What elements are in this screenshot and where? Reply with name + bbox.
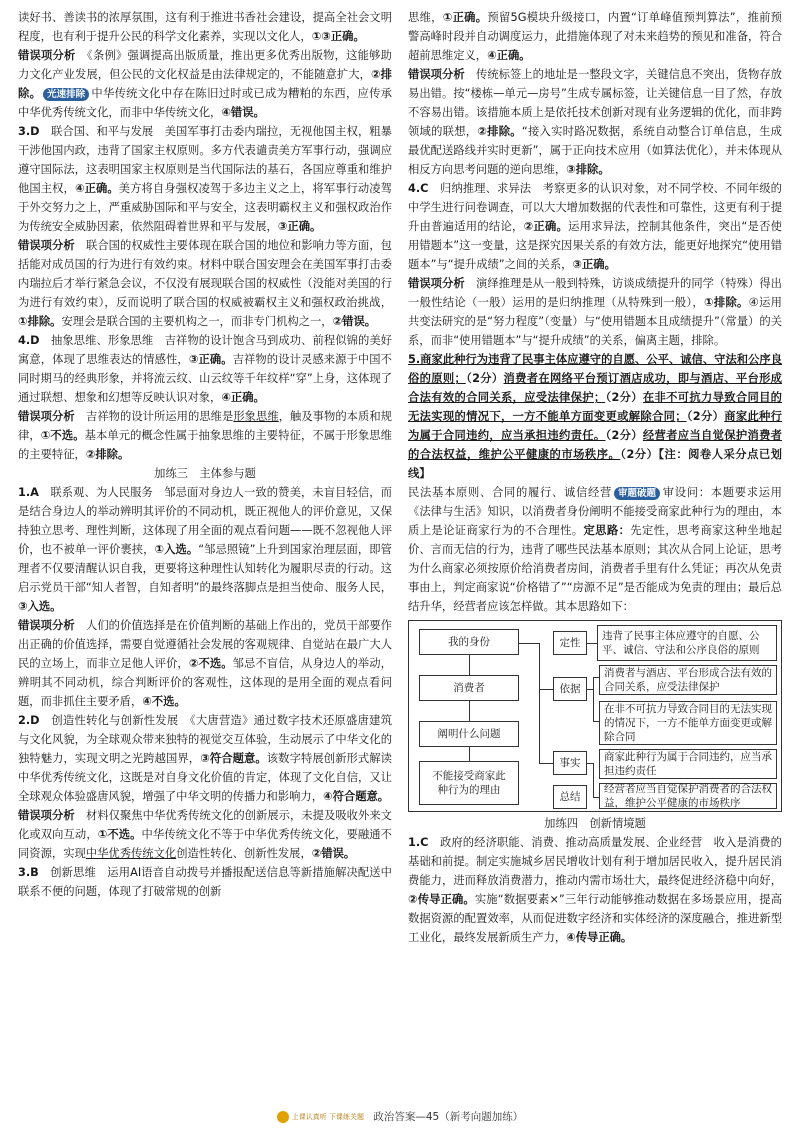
brand-logo-icon xyxy=(277,1111,289,1123)
s3-question-2-errors: 错误项分析 材料仅聚焦中华优秀传统文化的创新展示，未提及吸收外来文化或双向互动，①不选。中华传统文化不等于中华优秀传统文化，要融通不同资源，实现中华优秀传统文化创造性转化、创新性发展，②错误。 xyxy=(18,809,392,860)
speed-exclude-tag: 光速排除 xyxy=(43,88,89,101)
logo-text: 上课认真听 下课练关题 xyxy=(291,1113,364,1121)
paragraph: 错误项分析 《条例》强调提高出版质量，推出更多优秀出版物，这能够助力文化产业发展，但公民的文化权益是由法律规定的，不能随意扩大，②排除。 光速排除 中华传统文化中存在陈旧过时或已成为糟粕的东西，应传承中华优秀传统文化，而非中华传统文化，④错误。 xyxy=(18,49,392,119)
reason-4: 商家此种行为属于合同违约，应当承担违约责任 xyxy=(599,749,777,779)
reason-box: 不能接受商家此种行为的理由 xyxy=(419,761,519,805)
s3-question-1-errors: 错误项分析 人们的价值选择是在价值判断的基础上作出的，党员干部要作出正确的价值选择，需要自觉遵循社会发展的客观规律、自觉站在最广大人民的立场上，而非立足他人评价，②不选。邹忌不盲信，从身边人的举动，辨明其不同动机，综合判断评价的客观性，这体现的是用全面的观点看问题，而非抓住主要矛盾，④不选。 xyxy=(18,619,392,708)
paragraph-errors: 错误项分析 传统标签上的地址是一整段文字，关键信息不突出，货物存放易出错。按“楼栋—单元—房号”生成专属标签，让关键信息一目了然，存放不容易出错。该措施本质上是依托技术创新对现有业务逻辑的优化，而非跨领域的联想，②排除。“接入实时路况数据，系统自动整合订单信息，生成最优配送路线并实时更新”，属于正向技术应用（如算法优化），并未体现从相反方向思考问题的逆向思维，③排除。 xyxy=(408,68,782,176)
basis-box: 依据 xyxy=(553,677,587,701)
paragraph: 读好书、善读书的浓厚氛围，这有利于推进书香社会建设，提高全社会文明程度，也有利于提升公民的科学文化素养，实现以文化人，①③正确。 xyxy=(18,11,392,43)
s3-question-1: 1.A 联系观、为人民服务 邹忌面对身边人一致的赞美，未盲目轻信，而是结合身边人的举动辨明其评价的不同动机，既正视他人的评价意见，又保持独立思考、理性判断，这体现了用全面的观点看问题——既不忽视他人评价，也不被单一评价裹挟，①入选。“邹忌照镜”上升到国家治理层面，即管理者不仅要清醒认识自我，更要将这种理性认知转化为履职尽责的行动。这启示党员干部“知人者智，自知者明”的最终落脚点是担当使命、服务人民，③入选。 xyxy=(18,486,392,613)
columns xyxy=(18,8,782,947)
reason-1: 违背了民事主体应遵守的自愿、公平、诚信、守法和公序良俗的原则 xyxy=(597,625,777,661)
question-5: 5.商家此种行为违背了民事主体应遵守的自愿、公平、诚信、守法和公序良俗的原则；（2分）消费者在网络平台预订酒店成功，即与酒店、平台形成合法有效的合同关系，应受法律保护；（2分）在非不可抗力导致合同目的无法实现的情况下，一方不能单方面变更或解除合同；（2分）商家此种行为属于合同违约，应当承担违约责任。（2分）经营者应当自觉保护消费者的合法权益，维护公平健康的市场秩序。（2分）【注：阅卷人采分点已划线】 xyxy=(408,353,782,480)
section-title: 加练三 主体参与题 xyxy=(154,467,256,480)
analysis: 民法基本原则、合同的履行、诚信经营 审题破题 审设问：本题要求运用《法律与生活》知识，以消费者身份阐明不能接受商家此种行为的理由，本质上是论证商家行为的不合理性。定思路：先定性，思考商家这种坐地起价、言而无信的行为，违背了哪些民法基本原则；其次从合同上论证，思考为什么商家必须按原价给消费者房间，消费者手里有什么凭证；再次从免责事由上，判定商家说“价格错了”“房源不足”是否能成为免责的理由；最后总结升华，经营者应该怎样做。其本思路如下： xyxy=(408,486,782,613)
identity-box: 我的身份 xyxy=(419,629,519,655)
qualitative-box: 定性 xyxy=(553,631,587,655)
reason-3: 在非不可抗力导致合同目的无法实现的情况下，一方不能单方面变更或解除合同 xyxy=(599,701,777,745)
right-column xyxy=(408,8,782,947)
question-3: 3.D 联合国、和平与发展 美国军事打击委内瑞拉，无视他国主权，粗暴干涉他国内政，违背了国家主权原则。多方代表谴责美方军事行动，强调应遵守国际法，这表明国家主权原则是当代国际法的基石，各国应尊重和维护他国主权，④正确。美方将自身强权凌驾于多边主义之上，将军事行动凌驾于外交努力之上，严重威胁国际和平与安全，这表明霸权主义和强权政治作为传统安全威胁因素，依然阻碍着世界和平与发展，③正确。 xyxy=(18,125,392,233)
page-footer xyxy=(0,1109,800,1124)
explain-box: 阐明什么问题 xyxy=(419,721,519,747)
consumer-box: 消费者 xyxy=(419,675,519,701)
left-column xyxy=(18,8,392,947)
analysis-tag: 审题破题 xyxy=(614,487,660,500)
s3-question-3: 3.B 创新思维 运用AI语音自动拨号并播报配送信息等新措施解决配送中联系不便的问题，体现了打破常规的创新 xyxy=(18,866,392,898)
question-4-errors: 错误项分析 吉祥物的设计所运用的思维是形象思维，触及事物的本质和规律，①不选。基本单元的概念性属于抽象思维的主要特征，不属于形象思维的主要特征，②排除。 xyxy=(18,410,392,461)
fact-box: 事实 xyxy=(553,751,587,775)
page-number: 政治答案—45（新考向题加练） xyxy=(373,1111,524,1123)
paragraph: 思维，①正确。预留5G模块升级接口，内置“订单峰值预判算法”，推前预警高峰时段并自动调度运力，此措施体现了对未来趋势的预见和准备，符合超前思维定义，④正确。 xyxy=(408,11,782,62)
thinking-diagram xyxy=(408,620,782,812)
question-3-errors: 错误项分析 联合国的权威性主要体现在联合国的地位和影响力等方面，包括能对成员国的行为进行有效约束。材料中联合国安理会在美国军事打击委内瑞拉后才举行紧急会议，不仅没有展现联合国的权威性（没能对美国的行为进行有效约束），反而说明了联合国的权威被霸权主义和强权政治挑战，①排除。安理会是联合国的主要机构之一，而非专门机构之一，②错误。 xyxy=(18,239,392,328)
section-title: 加练四 创新情境题 xyxy=(544,817,646,830)
s3-question-2: 2.D 创造性转化与创新性发展 《大唐营造》通过数字技术还原盛唐建筑与文化风貌，为全球观众带来独特的视觉交互体验，生动展示了中华文化的独特魅力，实现文明之光跨越国界，③符合题意。该数字特展创新形式解读中华优秀传统文化，这既是对自身文化价值的肯定，体现了文化自信，又让全球观众体验盛唐风貌，增强了中华文明的传播力和影响力，④符合题意。 xyxy=(18,714,392,803)
question-4c: 4.C 归纳推理、求异法 考察更多的认识对象，对不同学校、不同年级的中学生进行问卷调查，可以大大增加数据的代表性和可靠性，这更有利于提升由普遍适用的结论，②正确。运用求异法，控制其他条件，突出“是否使用错题本”这一变量，这是探究因果关系的有效方法，能更好地探究“使用错题本”与“提升成绩”之间的关系，③正确。 xyxy=(408,182,782,271)
reason-5: 经营者应当自觉保护消费者的合法权益，维护公平健康的市场秩序 xyxy=(599,783,777,809)
summary-box: 总结 xyxy=(553,785,587,809)
question-4: 4.D 抽象思维、形象思维 吉祥物的设计饱含马到成功、前程似锦的美好寓意，体现了思维表达的情感性，③正确。吉祥物的设计灵感来源于中国不同时期马的经典形象，并将流云纹、山云纹等千年纹样“穿”上身，这体现了通过联想、想象和幻想等反映认识对象，④正确。 xyxy=(18,334,392,404)
s4-question-1: 1.C 政府的经济职能、消费、推动高质量发展、企业经营 收入是消费的基础和前提。制定实施城乡居民增收计划有利于增加居民收入，提升居民消费能力，进而释放消费潜力，推动内需市场壮大，最终促进经济稳中向好，②传导正确。实施“数据要素×”三年行动能够推动数据在多场景应用，提高数据资源的配置效率，从而促进数字经济和实体经济的深度融合，推进新型工业化，最终发展新质生产力，④传导正确。 xyxy=(408,836,782,944)
reason-2: 消费者与酒店、平台形成合法有效的合同关系，应受法律保护 xyxy=(599,665,777,695)
question-4c-errors: 错误项分析 演绎推理是从一般到特殊，访谈成绩提升的同学（特殊）得出一般性结论（一般）运用的是归纳推理（从特殊到一般），①排除。④运用共变法研究的是“努力程度”（变量）与“使用错题本且成绩提升”（常量）的关系，而非“使用错题本”与“提升成绩”的关系，偏离主题，排除。 xyxy=(408,277,782,347)
